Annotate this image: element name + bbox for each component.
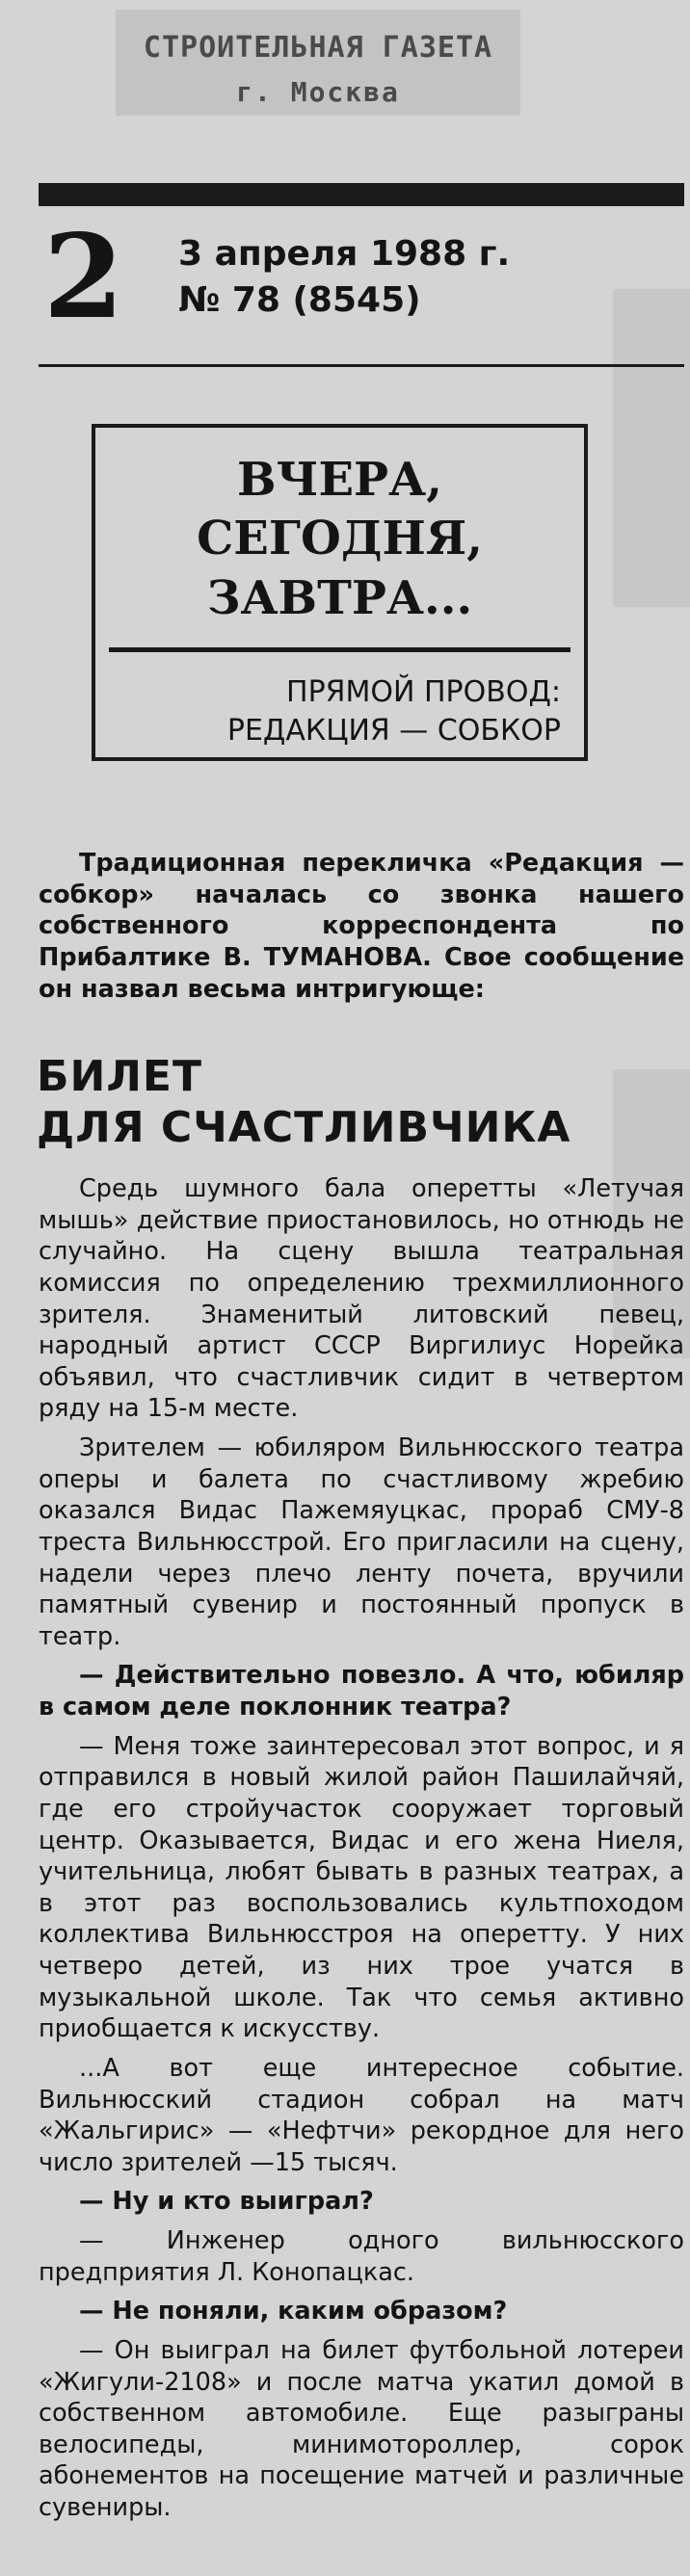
article-question: — Действительно повезло. А что, юбиляр в самом деле поклонник театра? xyxy=(39,1661,684,1722)
lead-paragraph xyxy=(39,848,684,1012)
rubric-title xyxy=(95,451,584,628)
article-body xyxy=(39,1173,684,2532)
rubric-subtitle-line-2: РЕДАКЦИЯ — СОБКОР xyxy=(226,713,561,748)
article-question: — Ну и кто выиграл? xyxy=(79,2187,374,2217)
stamp-line-1: СТРОИТЕЛЬНАЯ ГАЗЕТА xyxy=(143,31,493,65)
article-paragraph: Средь шумного бала оперетты «Летучая мышь» действие приостановилось, но отнюдь не случайно. На сцену вышла театральная комиссия по определению трехмиллионного зрителя. Знаменитый литовский певец, народный артист СССР Виргилиус Норейка объявил, что счастливчик сидит в четвертом ряду на 15-м месте. xyxy=(39,1174,684,1424)
article-paragraph: — Меня тоже заинтересовал этот вопрос, и я отправился в новый жилой район Пашилайчяй, где его стройучасток сооружает торговый центр. Оказывается, Видас и его жена Ниеля, учительница, любят бывать в разных театрах, а в этот раз воспользовались культпоходом коллектива Вильнюсстроя на оперетту. У них четверо детей, из них трое учатся в музыкальной школе. Так что семья активно приобщается к искусству. xyxy=(39,1731,684,2044)
article-paragraph: — Инженер одного вильнюсского предприятия Л. Конопацкас. xyxy=(39,2226,684,2287)
top-rule xyxy=(39,183,684,206)
rubric-title-text: ВЧЕРА, СЕГОДНЯ, ЗАВТРА... xyxy=(197,453,483,625)
lead-text: Традиционная перекличка «Редакция — собкор» началась со звонка нашего собственного корреспондента по Прибалтике В. ТУМАНОВА. Свое сообщение он назвал весьма интригующе: xyxy=(39,849,684,1004)
article-paragraph: Зрителем — юбиляром Вильнюсского театра оперы и балета по счастливому жребию оказался Видас Пажемяуцкас, прораб СМУ-8 треста Вильнюсстрой. Его пригласили на сцену, надели через плечо ленту почета, вручили памятный сувенир и постоянный пропуск в театр. xyxy=(39,1433,684,1651)
page-number: 2 xyxy=(43,209,124,345)
headline-line-1: БИЛЕТ xyxy=(37,1052,202,1101)
library-stamp xyxy=(116,10,520,116)
adjacent-column-fragment xyxy=(613,289,690,607)
issue-date: 3 апреля 1988 г. xyxy=(178,234,511,274)
article-question: — Не поняли, каким образом? xyxy=(79,2297,508,2326)
article-paragraph: — Он выиграл на билет футбольной лотереи «Жигули-2108» и после матча укатил домой в собственном автомобиле. Еще разыграны велосипеды, минимотороллер, сорок абонементов на посещение матчей и различные сувениры. xyxy=(39,2335,684,2522)
dateline-rule xyxy=(39,364,684,367)
rubric-subtitle-line-1: ПРЯМОЙ ПРОВОД: xyxy=(286,675,561,710)
issue-dateline xyxy=(178,231,510,323)
rubric-box xyxy=(92,424,588,761)
article-paragraph: ...А вот еще интересное событие. Вильнюсский стадион собрал на матч «Жальгирис» — «Нефтчи» рекордное для него число зрителей —15 тысяч. xyxy=(39,2053,684,2177)
rubric-separator xyxy=(109,647,571,652)
rubric-subtitle xyxy=(95,673,561,749)
headline-line-2: ДЛЯ СЧАСТЛИВЧИКА xyxy=(37,1102,571,1152)
stamp-line-2: г. Москва xyxy=(236,76,400,108)
article-headline xyxy=(37,1052,571,1154)
issue-number: № 78 (8545) xyxy=(178,279,421,320)
